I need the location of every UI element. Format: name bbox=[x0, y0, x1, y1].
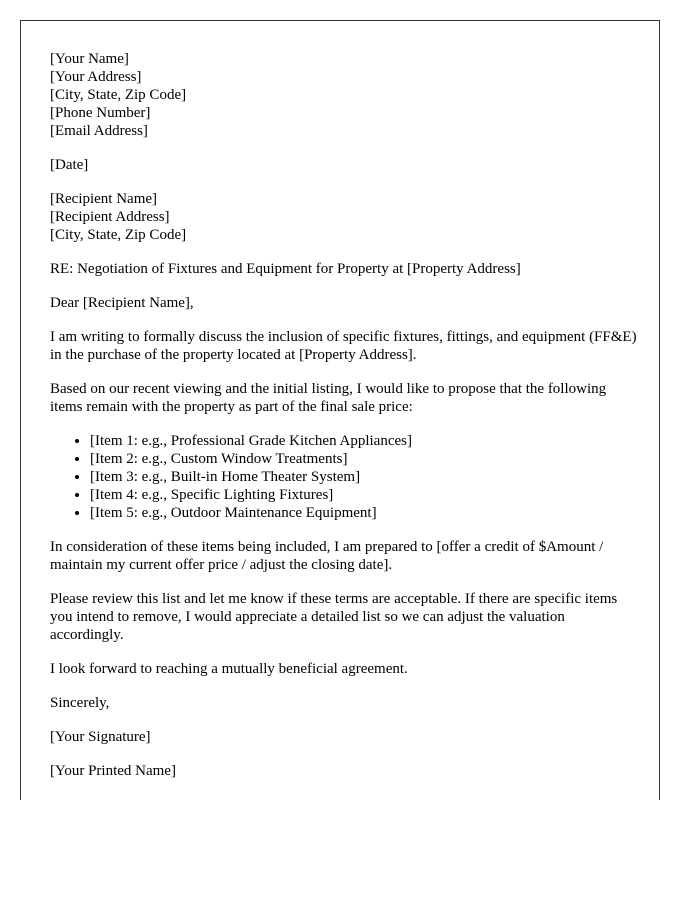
printed-name-line: [Your Printed Name] bbox=[50, 763, 176, 779]
sender-name: [Your Name] bbox=[50, 51, 129, 67]
sender-address: [Your Address] bbox=[50, 69, 142, 85]
intro-paragraph: I am writing to formally discuss the inclusion of specific fixtures, fittings, and equipment (FF&E) in the purchase of the property located at [Property Address]. bbox=[50, 329, 637, 363]
items-list bbox=[50, 432, 640, 522]
closing-paragraph: I look forward to reaching a mutually beneficial agreement. bbox=[50, 661, 408, 677]
sender-email: [Email Address] bbox=[50, 123, 148, 139]
letter-date: [Date] bbox=[50, 157, 89, 173]
list-item: • [Item 1: e.g., Professional Grade Kitchen Appliances] bbox=[90, 432, 640, 450]
letter-page bbox=[20, 20, 660, 800]
sender-city-state-zip: [City, State, Zip Code] bbox=[50, 87, 187, 103]
valediction: Sincerely, bbox=[50, 695, 110, 711]
review-paragraph: Please review this list and let me know if these terms are acceptable. If there are specific items you intend to remove, I would appreciate a detailed list so we can adjust the valuation accordingly. bbox=[50, 591, 618, 643]
signature-line: [Your Signature] bbox=[50, 729, 151, 745]
recipient-block bbox=[50, 190, 640, 244]
recipient-address: [Recipient Address] bbox=[50, 209, 170, 225]
salutation: Dear [Recipient Name], bbox=[50, 295, 194, 311]
sender-phone: [Phone Number] bbox=[50, 105, 151, 121]
list-item: • [Item 2: e.g., Custom Window Treatments] bbox=[90, 450, 640, 468]
recipient-city-state-zip: [City, State, Zip Code] bbox=[50, 227, 187, 243]
recipient-name: [Recipient Name] bbox=[50, 191, 158, 207]
letter-content bbox=[50, 50, 640, 796]
subject-line: RE: Negotiation of Fixtures and Equipment for Property at [Property Address] bbox=[50, 261, 521, 277]
list-item: • [Item 3: e.g., Built-in Home Theater System] bbox=[90, 468, 640, 486]
list-item: • [Item 4: e.g., Specific Lighting Fixtures] bbox=[90, 486, 640, 504]
consideration-paragraph: In consideration of these items being included, I am prepared to [offer a credit of $Amount / maintain my current offer price / adjust the closing date]. bbox=[50, 539, 604, 573]
list-item: • [Item 5: e.g., Outdoor Maintenance Equipment] bbox=[90, 504, 640, 522]
sender-block bbox=[50, 50, 640, 140]
proposal-paragraph: Based on our recent viewing and the initial listing, I would like to propose that the following items remain with the property as part of the final sale price: bbox=[50, 381, 607, 415]
